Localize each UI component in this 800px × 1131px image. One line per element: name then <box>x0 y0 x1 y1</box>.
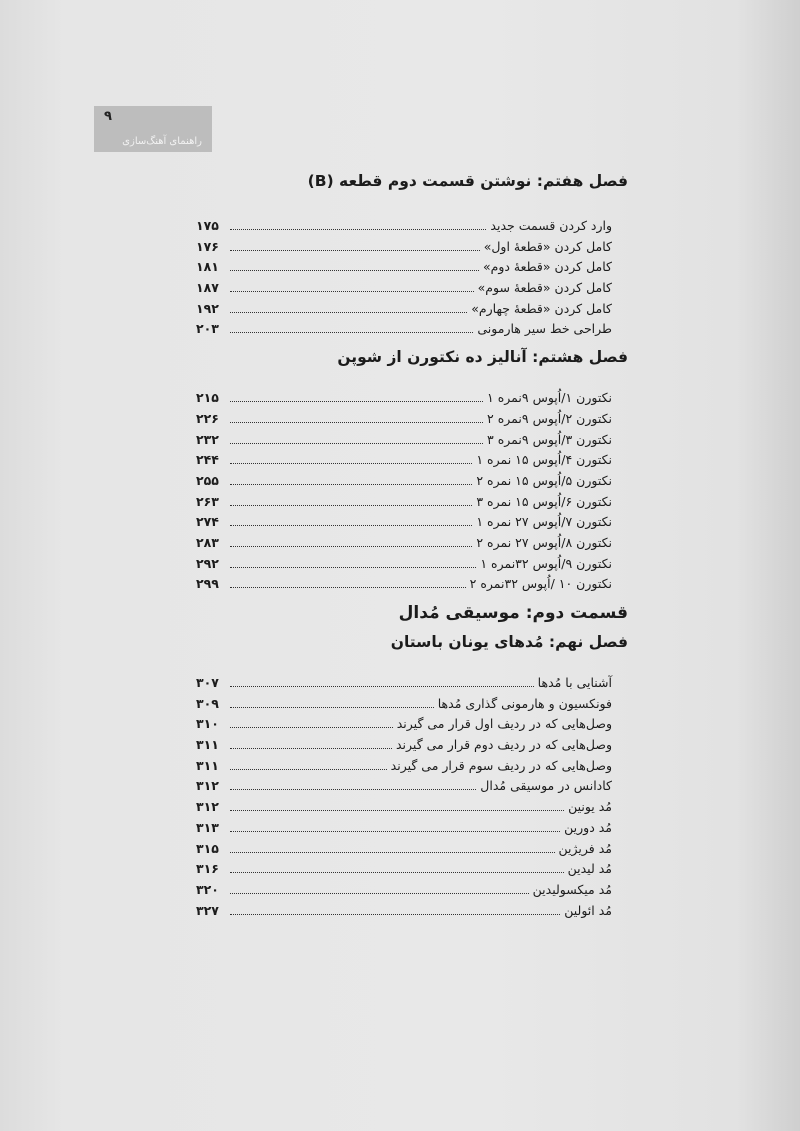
toc-entry <box>196 409 628 430</box>
table-of-contents <box>196 172 628 921</box>
dot-leader <box>230 586 466 588</box>
entry-title: وصل‌هایی که در ردیف اول قرار می گیرند <box>396 716 612 732</box>
dot-leader <box>230 483 472 485</box>
toc-entry <box>196 554 628 575</box>
entry-title: نکتورن ۴/اُپوس ۱۵ نمره ۱ <box>476 452 612 468</box>
toc-entry <box>196 471 628 492</box>
dot-leader <box>230 706 434 708</box>
entry-title: نکتورن ۲/اُپوس ۹نمره ۲ <box>487 410 612 426</box>
dot-leader <box>230 913 560 915</box>
entry-title: نکتورن ۱۰ /اُپوس ۳۲نمره ۲ <box>469 576 612 592</box>
entry-page: ۲۱۵ <box>196 390 219 406</box>
dot-leader <box>230 788 476 790</box>
toc-entry <box>196 319 628 340</box>
dot-leader <box>230 566 476 568</box>
entry-page: ۲۹۹ <box>196 576 219 592</box>
dot-leader <box>230 726 393 728</box>
chapter7-entries <box>196 216 628 340</box>
chapter-title: فصل نهم: مُدهای یونان باستان <box>390 633 628 651</box>
chapter-title: فصل هفتم: نوشتن قسمت دوم قطعه (B) <box>307 172 628 190</box>
dot-leader <box>230 685 534 687</box>
dot-leader <box>230 462 472 464</box>
entry-page: ۳۱۱ <box>196 737 219 753</box>
dot-leader <box>230 249 480 251</box>
entry-title: نکتورن ۳/اُپوس ۹نمره ۳ <box>487 431 612 447</box>
entry-title: کادانس در موسیقی مُدال <box>480 778 612 794</box>
dot-leader <box>230 311 467 313</box>
dot-leader <box>230 747 392 749</box>
entry-title: کامل کردن «قطعهٔ اول» <box>483 238 612 254</box>
chapter-title: فصل هشتم: آنالیز ده نکتورن از شوپن <box>337 348 628 367</box>
entry-page: ۱۹۲ <box>196 300 219 316</box>
entry-title: مُد لیدین <box>567 861 612 877</box>
running-title: راهنمای آهنگ‌سازی <box>122 136 202 147</box>
entry-page: ۳۱۵ <box>196 840 219 856</box>
entry-page: ۲۶۳ <box>196 493 219 509</box>
entry-page: ۱۸۱ <box>196 259 219 275</box>
toc-entry <box>196 450 628 471</box>
entry-title: آشنایی با مُدها <box>537 675 612 690</box>
entry-title: مُد میکسولیدین <box>532 881 612 897</box>
dot-leader <box>230 269 479 271</box>
entry-page: ۱۷۵ <box>196 218 219 233</box>
entry-page: ۲۴۴ <box>196 452 219 468</box>
entry-page: ۲۷۴ <box>196 514 219 530</box>
entry-page: ۳۱۳ <box>196 819 219 835</box>
entry-page: ۳۰۹ <box>196 695 219 711</box>
entry-page: ۳۲۰ <box>196 881 219 897</box>
entry-page: ۳۱۱ <box>196 757 219 773</box>
entry-page: ۳۱۲ <box>196 778 219 794</box>
entry-page: ۲۵۵ <box>196 472 219 488</box>
entry-page: ۳۱۲ <box>196 799 219 815</box>
entry-title: نکتورن ۸/اُپوس ۲۷ نمره ۲ <box>476 534 612 550</box>
entry-title: نکتورن ۶/اُپوس ۱۵ نمره ۳ <box>476 493 612 509</box>
entry-page: ۲۳۲ <box>196 431 219 447</box>
toc-entry <box>196 880 628 901</box>
entry-page: ۲۹۲ <box>196 555 219 571</box>
dot-leader <box>230 442 483 444</box>
dot-leader <box>230 504 472 506</box>
dot-leader <box>230 809 564 811</box>
entry-title: وارد کردن قسمت جدید <box>490 218 612 233</box>
toc-entry <box>196 818 628 839</box>
entry-title: مُد دورین <box>564 819 612 835</box>
toc-entry <box>196 299 628 320</box>
dot-leader <box>230 871 564 873</box>
entry-title: مُد ائولین <box>564 902 612 918</box>
toc-entry <box>196 735 628 756</box>
dot-leader <box>230 545 472 547</box>
entry-title: مُد فریژین <box>558 840 612 856</box>
entry-title: فونکسیون و هارمونی گذاری مُدها <box>437 695 612 711</box>
toc-entry <box>196 673 628 694</box>
toc-entry <box>196 533 628 554</box>
entry-title: طراحی خط سیر هارمونی <box>477 321 612 337</box>
toc-entry <box>196 756 628 777</box>
entry-page: ۱۷۶ <box>196 238 219 254</box>
toc-entry <box>196 278 628 299</box>
toc-entry <box>196 512 628 533</box>
toc-entry <box>196 237 628 258</box>
page-number: ۹ <box>104 109 112 124</box>
entry-title: نکتورن ۹/اُپوس ۳۲نمره ۱ <box>480 555 612 571</box>
toc-entry <box>196 694 628 715</box>
toc-entry <box>196 859 628 880</box>
entry-title: کامل کردن «قطعهٔ سوم» <box>477 280 612 296</box>
dot-leader <box>230 290 474 292</box>
entry-title: نکتورن ۵/اُپوس ۱۵ نمره ۲ <box>476 472 612 488</box>
chapter8-entries <box>196 388 628 595</box>
toc-entry <box>196 797 628 818</box>
entry-page: ۲۲۶ <box>196 410 219 426</box>
entry-title: نکتورن ۱/اُپوس ۹نمره ۱ <box>487 390 612 406</box>
dot-leader <box>230 421 483 423</box>
entry-page: ۳۱۰ <box>196 716 219 732</box>
toc-entry <box>196 839 628 860</box>
toc-entry <box>196 714 628 735</box>
dot-leader <box>230 524 472 526</box>
entry-page: ۱۸۷ <box>196 280 219 296</box>
toc-entry <box>196 216 628 237</box>
toc-entry <box>196 257 628 278</box>
entry-page: ۲۸۳ <box>196 534 219 550</box>
toc-entry <box>196 901 628 922</box>
dot-leader <box>230 892 529 894</box>
dot-leader <box>230 228 486 230</box>
toc-entry <box>196 776 628 797</box>
dot-leader <box>230 830 560 832</box>
dot-leader <box>230 851 555 853</box>
entry-title: وصل‌هایی که در ردیف سوم قرار می گیرند <box>390 757 612 773</box>
entry-title: کامل کردن «قطعهٔ دوم» <box>482 259 612 275</box>
entry-title: مُد یونین <box>568 799 612 815</box>
running-header <box>94 106 212 152</box>
toc-entry <box>196 388 628 409</box>
toc-entry <box>196 430 628 451</box>
dot-leader <box>230 331 473 333</box>
part-title: قسمت دوم: موسیقی مُدال <box>398 603 628 623</box>
entry-page: ۳۰۷ <box>196 675 219 690</box>
dot-leader <box>230 400 483 402</box>
chapter9-entries <box>196 673 628 921</box>
entry-page: ۳۱۶ <box>196 861 219 877</box>
dot-leader <box>230 768 387 770</box>
entry-page: ۲۰۳ <box>196 321 219 337</box>
toc-entry <box>196 574 628 595</box>
toc-entry <box>196 492 628 513</box>
entry-page: ۳۲۷ <box>196 902 219 918</box>
entry-title: نکتورن ۷/اُپوس ۲۷ نمره ۱ <box>476 514 612 530</box>
entry-title: کامل کردن «قطعهٔ چهارم» <box>471 300 612 316</box>
entry-title: وصل‌هایی که در ردیف دوم قرار می گیرند <box>395 737 612 753</box>
